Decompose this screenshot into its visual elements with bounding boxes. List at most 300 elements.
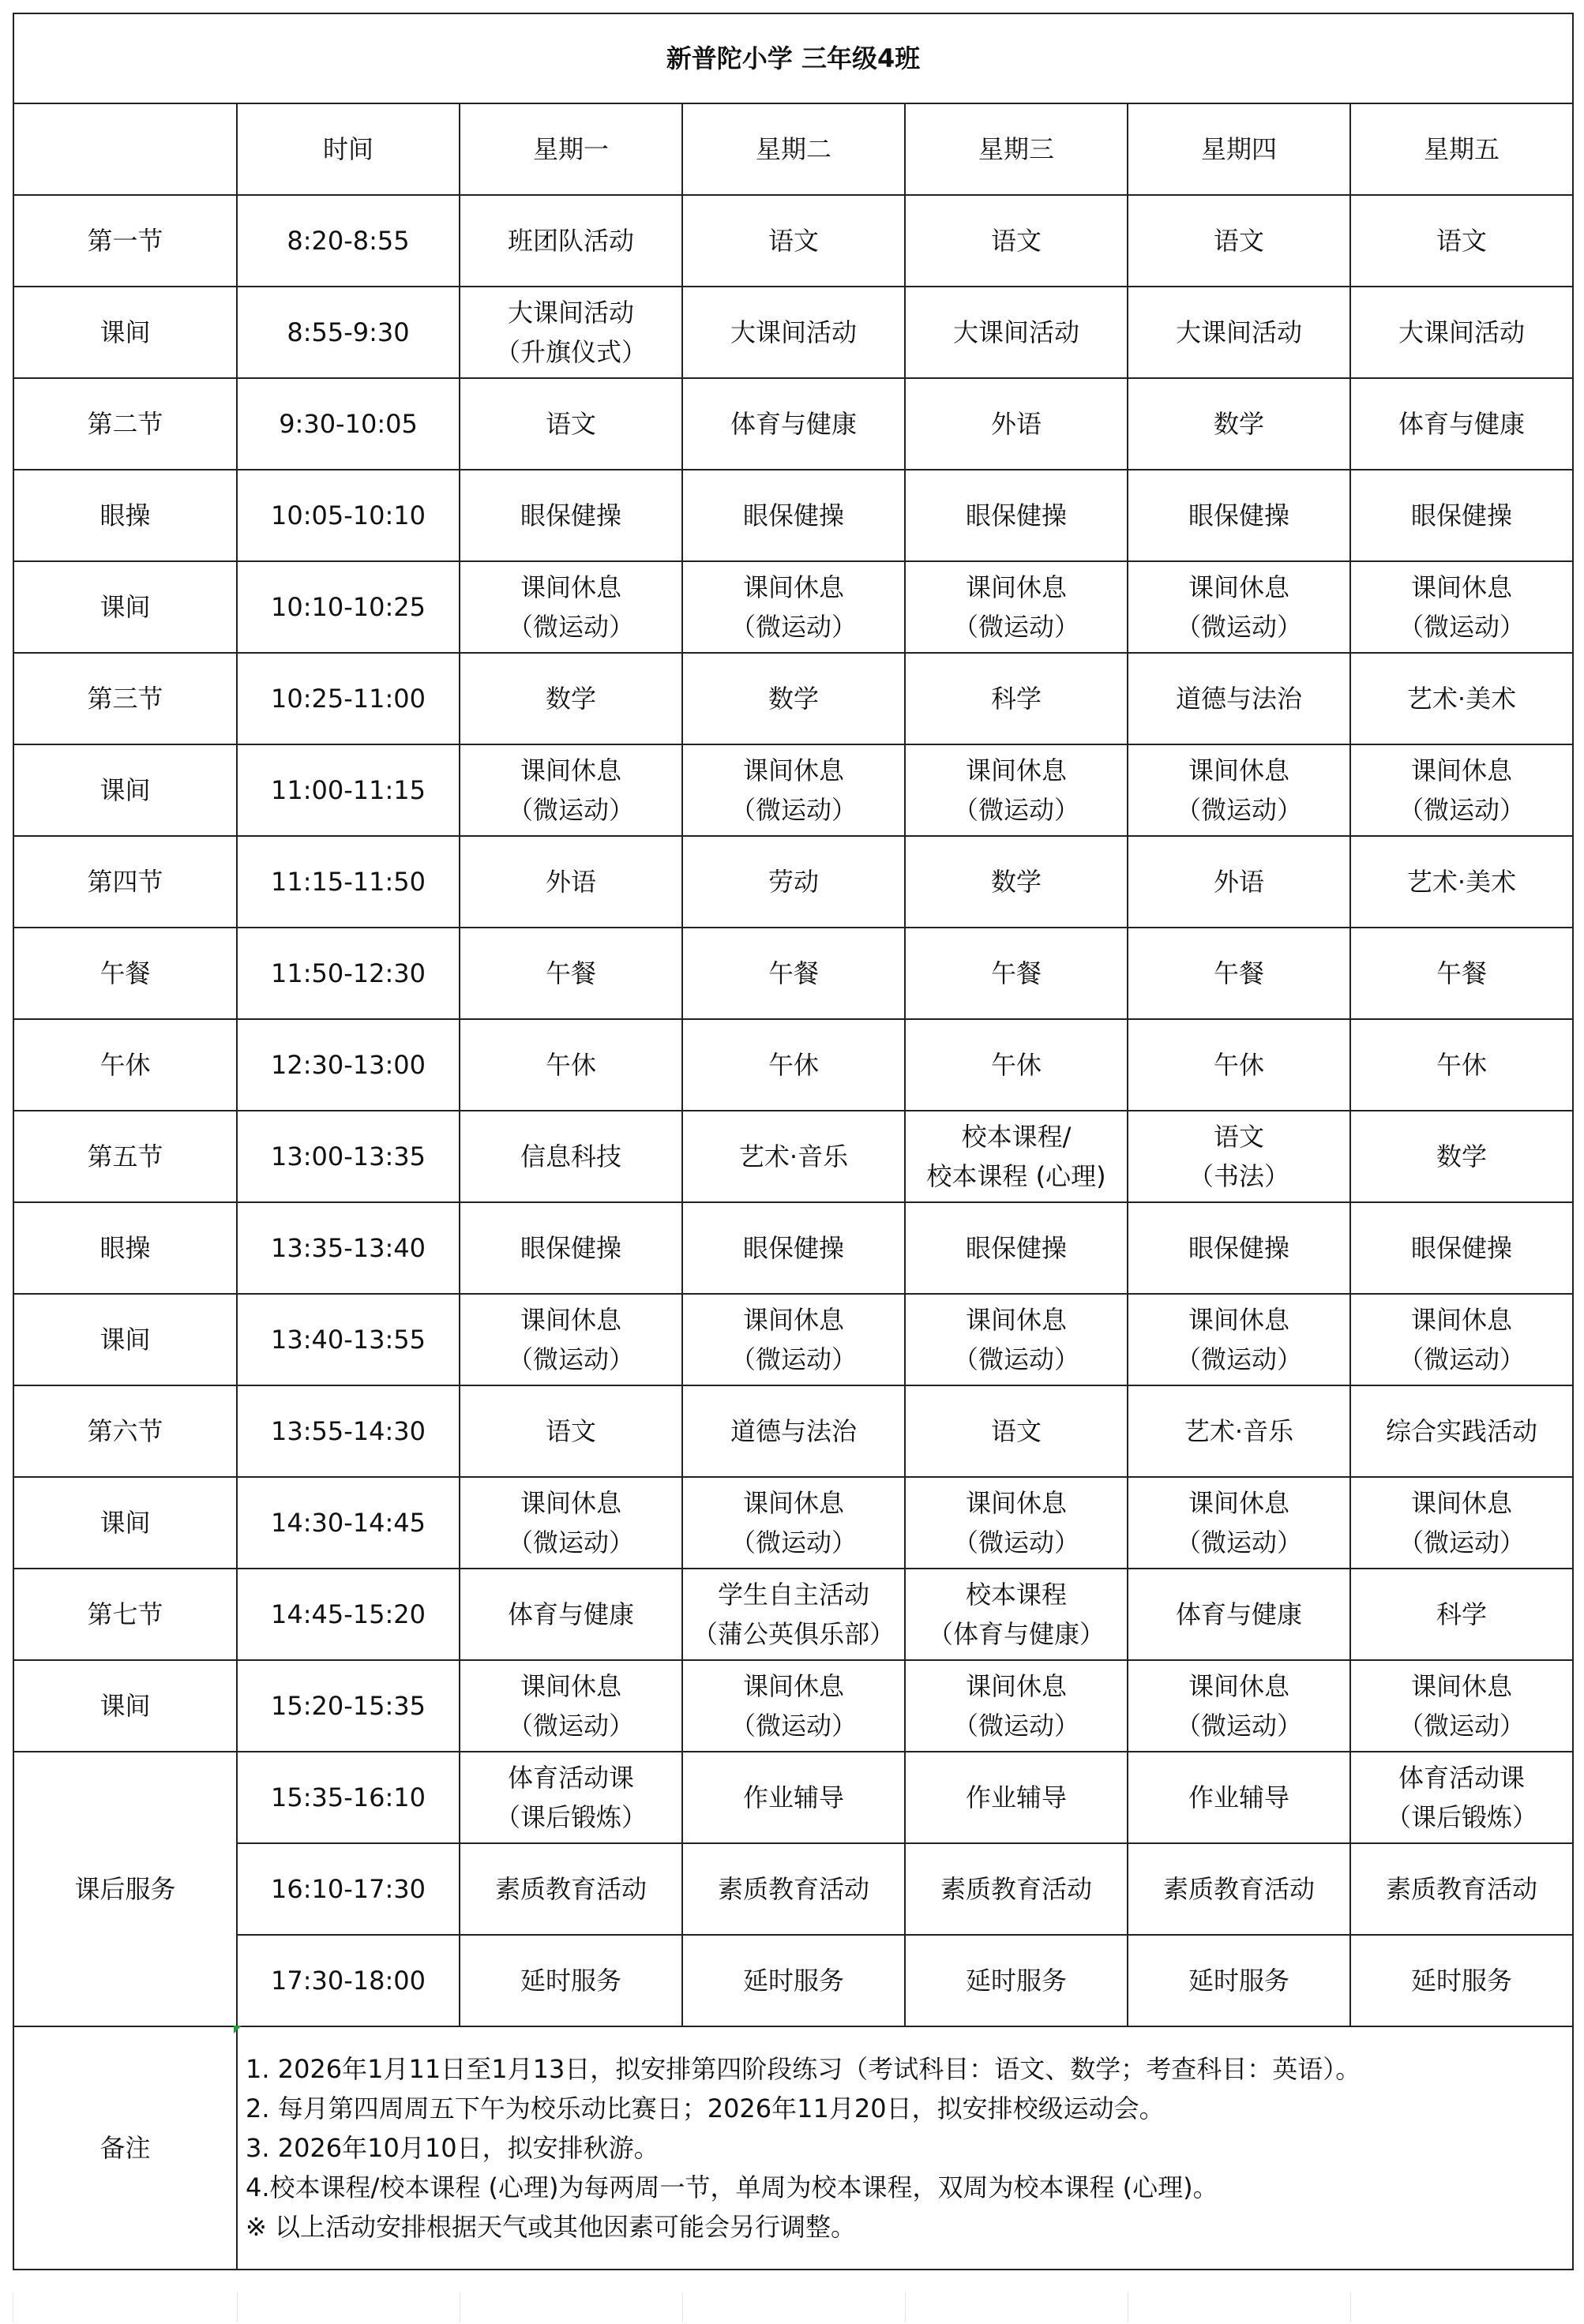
cell-text-line: 大课间活动 <box>1175 317 1302 347</box>
cell-text-line: 艺术·美术 <box>1406 684 1517 714</box>
schedule-cell[interactable] <box>1128 1385 1350 1477</box>
schedule-row <box>13 195 1573 287</box>
cell-text-line: 素质教育活动 <box>717 1874 869 1904</box>
after-school-cell[interactable] <box>682 1752 905 1843</box>
cell-text-line: 午休 <box>1436 1050 1488 1080</box>
schedule-cell[interactable] <box>1350 1111 1573 1202</box>
schedule-cell[interactable] <box>1128 836 1350 928</box>
cell-text-line: （微运动） <box>1175 1527 1302 1557</box>
schedule-cell[interactable] <box>905 1660 1128 1752</box>
cell-text-line: 体育与健康 <box>1175 1599 1302 1629</box>
schedule-cell[interactable] <box>682 928 905 1019</box>
cell-text-line: 艺术·音乐 <box>1184 1416 1294 1446</box>
schedule-cell[interactable] <box>682 836 905 928</box>
cell-text-line: （微运动） <box>952 1711 1079 1741</box>
after-school-row <box>13 1935 1573 2026</box>
cell-text-line: 课间休息 <box>742 1671 844 1701</box>
cell-text-line: （微运动） <box>1175 795 1302 825</box>
title-row <box>13 13 1573 103</box>
schedule-row <box>13 1294 1573 1385</box>
schedule-cell[interactable] <box>682 195 905 287</box>
cell-text-line: 延时服务 <box>742 1966 844 1996</box>
schedule-cell[interactable] <box>1128 1477 1350 1569</box>
gridline <box>905 2292 906 2322</box>
schedule-cell[interactable] <box>905 378 1128 470</box>
period-label[interactable]: 第一节 <box>13 195 237 287</box>
schedule-row <box>13 1111 1573 1202</box>
schedule-cell[interactable] <box>905 1294 1128 1385</box>
schedule-cell[interactable] <box>460 1294 682 1385</box>
cell-text-line: 语文 <box>545 1416 596 1446</box>
cell-text-line: 大课间活动 <box>1398 317 1526 347</box>
schedule-cell[interactable] <box>1128 470 1350 561</box>
after-school-label[interactable]: 课后服务 <box>13 1752 237 2026</box>
schedule-cell[interactable] <box>905 653 1128 744</box>
cell-text-line: （体育与健康） <box>927 1619 1105 1649</box>
schedule-cell[interactable] <box>682 653 905 744</box>
schedule-cell[interactable] <box>460 744 682 836</box>
period-time[interactable]: 13:00-13:35 <box>237 1111 460 1202</box>
cell-text-line: 眼保健操 <box>742 1233 844 1263</box>
cell-text-line: （升旗仪式） <box>494 337 647 367</box>
schedule-cell[interactable] <box>1350 1477 1573 1569</box>
schedule-row <box>13 744 1573 836</box>
header-day-4[interactable]: 星期四 <box>1128 103 1350 195</box>
period-time[interactable]: 10:25-11:00 <box>237 653 460 744</box>
schedule-cell[interactable] <box>460 1569 682 1660</box>
gridline <box>682 2292 683 2322</box>
cell-text-line: （微运动） <box>730 1527 857 1557</box>
schedule-cell[interactable] <box>460 1202 682 1294</box>
schedule-cell[interactable] <box>682 1202 905 1294</box>
period-time[interactable]: 11:50-12:30 <box>237 928 460 1019</box>
cell-text-line: 课间休息 <box>1188 1671 1289 1701</box>
cell-text-line: （微运动） <box>1175 1344 1302 1374</box>
period-label[interactable]: 课间 <box>13 1660 237 1752</box>
cell-text-line: 道德与法治 <box>1175 684 1302 714</box>
period-label[interactable]: 第七节 <box>13 1569 237 1660</box>
period-time[interactable]: 14:45-15:20 <box>237 1569 460 1660</box>
schedule-cell[interactable] <box>1128 744 1350 836</box>
schedule-cell[interactable] <box>460 1660 682 1752</box>
schedule-row <box>13 653 1573 744</box>
cell-text-line: 课间休息 <box>1188 1488 1289 1518</box>
period-label[interactable]: 课间 <box>13 1294 237 1385</box>
after-school-row <box>13 1752 1573 1843</box>
schedule-cell[interactable] <box>905 1202 1128 1294</box>
schedule-cell[interactable] <box>460 470 682 561</box>
cell-text-line: （微运动） <box>1398 795 1526 825</box>
cell-text-line: 课间休息 <box>742 755 844 785</box>
schedule-cell[interactable] <box>1350 928 1573 1019</box>
note-line: 1. 2026年1月11日至1月13日，拟安排第四阶段练习（考试科目：语文、数学；考查科目：英语）。 <box>246 2054 1361 2084</box>
period-label[interactable]: 第二节 <box>13 378 237 470</box>
after-school-cell[interactable] <box>1128 1935 1350 2026</box>
note-line: 2. 每月第四周周五下午为校乐动比赛日；2026年11月20日，拟安排校级运动会。 <box>246 2093 1165 2123</box>
cell-text-line: 作业辅导 <box>742 1782 844 1812</box>
schedule-cell[interactable] <box>460 653 682 744</box>
notes-row <box>13 2026 1573 2270</box>
schedule-cell[interactable] <box>1350 378 1573 470</box>
schedule-cell[interactable] <box>682 378 905 470</box>
cell-text-line: 语文 <box>1436 226 1488 256</box>
cell-text-line: （微运动） <box>507 1711 634 1741</box>
cell-text-line: （微运动） <box>507 795 634 825</box>
cell-text-line: 午休 <box>768 1050 819 1080</box>
schedule-cell[interactable] <box>682 1569 905 1660</box>
note-line: ※ 以上活动安排根据天气或其他因素可能会另行调整。 <box>246 2212 856 2242</box>
schedule-cell[interactable] <box>460 1385 682 1477</box>
cell-text-line: 校本课程 (心理) <box>926 1161 1106 1191</box>
header-day-5[interactable]: 星期五 <box>1350 103 1573 195</box>
schedule-cell[interactable] <box>460 1019 682 1111</box>
cell-text-line: 素质教育活动 <box>1162 1874 1315 1904</box>
schedule-cell[interactable] <box>1128 1202 1350 1294</box>
schedule-cell[interactable] <box>1350 653 1573 744</box>
cell-text-line: （蒲公英俱乐部） <box>692 1619 895 1649</box>
period-time[interactable]: 14:30-14:45 <box>237 1477 460 1569</box>
after-school-cell[interactable] <box>1350 1752 1573 1843</box>
schedule-cell[interactable] <box>905 195 1128 287</box>
cell-text-line: （微运动） <box>730 612 857 642</box>
schedule-cell[interactable] <box>905 1477 1128 1569</box>
cell-text-line: （微运动） <box>730 1711 857 1741</box>
gridline <box>237 2292 238 2322</box>
schedule-cell[interactable] <box>460 928 682 1019</box>
schedule-cell[interactable] <box>1128 928 1350 1019</box>
cell-text-line: 眼保健操 <box>520 1233 621 1263</box>
cell-text-line: 外语 <box>1213 867 1264 897</box>
header-day-2[interactable]: 星期二 <box>682 103 905 195</box>
cell-text-line: 数学 <box>1213 409 1264 439</box>
period-time[interactable]: 8:55-9:30 <box>237 287 460 378</box>
schedule-cell[interactable] <box>682 561 905 653</box>
schedule-row <box>13 1019 1573 1111</box>
period-time[interactable]: 10:05-10:10 <box>237 470 460 561</box>
period-time[interactable]: 15:20-15:35 <box>237 1660 460 1752</box>
after-school-cell[interactable] <box>1128 1752 1350 1843</box>
period-time[interactable]: 10:10-10:25 <box>237 561 460 653</box>
after-school-cell[interactable] <box>1350 1935 1573 2026</box>
cell-text-line: （微运动） <box>1175 1711 1302 1741</box>
empty-grid-rows <box>13 2292 1572 2322</box>
cell-text-line: 数学 <box>545 684 596 714</box>
schedule-cell[interactable] <box>1350 1385 1573 1477</box>
schedule-cell[interactable] <box>905 1385 1128 1477</box>
after-school-time[interactable]: 17:30-18:00 <box>237 1935 460 2026</box>
after-school-cell[interactable] <box>460 1935 682 2026</box>
schedule-cell[interactable] <box>460 1111 682 1202</box>
schedule-cell[interactable] <box>682 1111 905 1202</box>
cell-text-line: 眼保健操 <box>965 1233 1067 1263</box>
cell-text-line: 数学 <box>1436 1141 1488 1171</box>
cell-text-line: 午餐 <box>768 958 819 988</box>
cell-text-line: 课间休息 <box>965 572 1067 602</box>
cell-text-line: 语文 <box>545 409 596 439</box>
cell-text-line: 体育活动课 <box>507 1763 634 1793</box>
period-time[interactable]: 11:00-11:15 <box>237 744 460 836</box>
schedule-cell[interactable] <box>1128 653 1350 744</box>
schedule-cell[interactable] <box>682 1019 905 1111</box>
period-label[interactable]: 第六节 <box>13 1385 237 1477</box>
schedule-cell[interactable] <box>1350 1019 1573 1111</box>
schedule-cell[interactable] <box>1128 1660 1350 1752</box>
schedule-cell[interactable] <box>460 378 682 470</box>
cell-text-line: 眼保健操 <box>1411 1233 1513 1263</box>
cell-text-line: 眼保健操 <box>1411 500 1513 530</box>
schedule-row <box>13 1569 1573 1660</box>
cell-text-line: 课间休息 <box>965 755 1067 785</box>
cell-text-line: 外语 <box>545 867 596 897</box>
cell-text-line: 素质教育活动 <box>940 1874 1092 1904</box>
cell-text-line: 课间休息 <box>520 572 621 602</box>
schedule-cell[interactable] <box>1350 470 1573 561</box>
cell-text-line: 眼保健操 <box>1188 1233 1289 1263</box>
note-line: 4.校本课程/校本课程 (心理)为每两周一节，单周为校本课程，双周为校本课程 (心理)。 <box>246 2172 1218 2202</box>
schedule-cell[interactable] <box>460 561 682 653</box>
after-school-cell[interactable] <box>1350 1843 1573 1935</box>
cell-text-line: 课间休息 <box>1188 755 1289 785</box>
period-label[interactable]: 眼操 <box>13 1202 237 1294</box>
cell-text-line: （微运动） <box>730 795 857 825</box>
cell-text-line: 课间休息 <box>742 1305 844 1335</box>
cell-text-line: 体育活动课 <box>1398 1763 1526 1793</box>
cell-text-line: 学生自主活动 <box>717 1580 869 1610</box>
schedule-cell[interactable] <box>460 287 682 378</box>
cell-text-line: 延时服务 <box>1188 1966 1289 1996</box>
cell-text-line: 艺术·音乐 <box>738 1141 849 1171</box>
cell-text-line: 课间休息 <box>965 1671 1067 1701</box>
schedule-cell[interactable] <box>1350 287 1573 378</box>
cell-text-line: 课间休息 <box>1411 755 1513 785</box>
header-day-3[interactable]: 星期三 <box>905 103 1128 195</box>
schedule-cell[interactable] <box>682 470 905 561</box>
table-title[interactable]: 新普陀小学 三年级4班 <box>13 13 1573 103</box>
schedule-cell[interactable] <box>905 928 1128 1019</box>
schedule-cell[interactable] <box>1128 378 1350 470</box>
cell-text-line: 眼保健操 <box>965 500 1067 530</box>
cell-text-line: 体育与健康 <box>1398 409 1526 439</box>
after-school-time[interactable]: 16:10-17:30 <box>237 1843 460 1935</box>
cell-text-line: 课间休息 <box>520 1488 621 1518</box>
schedule-cell[interactable] <box>1128 195 1350 287</box>
cell-text-line: 大课间活动 <box>507 298 634 328</box>
after-school-cell[interactable] <box>460 1752 682 1843</box>
schedule-cell[interactable] <box>1350 744 1573 836</box>
period-time[interactable]: 8:20-8:55 <box>237 195 460 287</box>
after-school-cell[interactable] <box>905 1843 1128 1935</box>
cell-text-line: （微运动） <box>1175 612 1302 642</box>
period-label[interactable]: 课间 <box>13 1477 237 1569</box>
gridline <box>1350 2292 1351 2322</box>
schedule-cell[interactable] <box>682 1477 905 1569</box>
cell-text-line: 校本课程/ <box>961 1122 1072 1152</box>
cell-text-line: （微运动） <box>952 1527 1079 1557</box>
schedule-cell[interactable] <box>1350 1202 1573 1294</box>
cell-text-line: 课间休息 <box>742 572 844 602</box>
cell-text-line: 素质教育活动 <box>494 1874 647 1904</box>
schedule-cell[interactable] <box>905 1019 1128 1111</box>
cell-text-line: 眼保健操 <box>1188 500 1289 530</box>
header-time[interactable]: 时间 <box>237 103 460 195</box>
cell-text-line: 综合实践活动 <box>1386 1416 1538 1446</box>
schedule-cell[interactable] <box>682 744 905 836</box>
cell-text-line: （课后锻炼） <box>1386 1802 1538 1832</box>
cell-text-line: （微运动） <box>507 1527 634 1557</box>
cell-text-line: 语文 <box>1213 226 1264 256</box>
cell-text-line: 午餐 <box>1213 958 1264 988</box>
period-time[interactable]: 13:40-13:55 <box>237 1294 460 1385</box>
cell-text-line: 眼保健操 <box>742 500 844 530</box>
period-time[interactable]: 13:35-13:40 <box>237 1202 460 1294</box>
schedule-cell[interactable] <box>1350 195 1573 287</box>
period-label[interactable]: 课间 <box>13 287 237 378</box>
cell-text-line: 午休 <box>1213 1050 1264 1080</box>
schedule-cell[interactable] <box>905 836 1128 928</box>
cell-text-line: 大课间活动 <box>952 317 1079 347</box>
schedule-row <box>13 1477 1573 1569</box>
cell-text-line: 课间休息 <box>1411 1488 1513 1518</box>
cell-text-line: （微运动） <box>952 1344 1079 1374</box>
cell-text-line: （课后锻炼） <box>494 1802 647 1832</box>
schedule-cell[interactable] <box>1350 1294 1573 1385</box>
schedule-row <box>13 1385 1573 1477</box>
schedule-row <box>13 1202 1573 1294</box>
after-school-cell[interactable] <box>682 1935 905 2026</box>
cell-text-line: 延时服务 <box>1411 1966 1513 1996</box>
schedule-cell[interactable] <box>682 1294 905 1385</box>
period-label[interactable]: 课间 <box>13 561 237 653</box>
schedule-cell[interactable] <box>682 287 905 378</box>
cell-text-line: （微运动） <box>507 1344 634 1374</box>
cell-text-line: （微运动） <box>730 1344 857 1374</box>
cell-text-line: 课间休息 <box>520 1305 621 1335</box>
period-label[interactable]: 午餐 <box>13 928 237 1019</box>
cell-text-line: （微运动） <box>1398 1527 1526 1557</box>
cell-text-line: 语文 <box>990 1416 1042 1446</box>
cell-text-line: （微运动） <box>1398 1344 1526 1374</box>
period-time[interactable]: 11:15-11:50 <box>237 836 460 928</box>
schedule-row <box>13 1660 1573 1752</box>
schedule-row <box>13 287 1573 378</box>
schedule-cell[interactable] <box>905 287 1128 378</box>
after-school-cell[interactable] <box>682 1843 905 1935</box>
schedule-row <box>13 561 1573 653</box>
cell-text-line: 体育与健康 <box>730 409 857 439</box>
cell-text-line: 劳动 <box>768 867 819 897</box>
schedule-cell[interactable] <box>1128 1569 1350 1660</box>
schedule-cell[interactable] <box>1350 836 1573 928</box>
cell-text-line: 信息科技 <box>520 1141 621 1171</box>
timetable <box>13 13 1574 2270</box>
cell-text-line: 课间休息 <box>965 1488 1067 1518</box>
cell-text-line: 科学 <box>1436 1599 1488 1629</box>
cell-text-line: 课间休息 <box>1188 1305 1289 1335</box>
cell-text-line: （微运动） <box>952 795 1079 825</box>
cell-text-line: 作业辅导 <box>1188 1782 1289 1812</box>
schedule-cell[interactable] <box>460 195 682 287</box>
cell-text-line: 科学 <box>990 684 1042 714</box>
cell-selection-marker <box>234 2026 242 2034</box>
after-school-cell[interactable] <box>1128 1843 1350 1935</box>
period-time[interactable]: 9:30-10:05 <box>237 378 460 470</box>
period-label[interactable]: 第五节 <box>13 1111 237 1202</box>
schedule-cell[interactable] <box>460 836 682 928</box>
schedule-cell[interactable] <box>1350 1660 1573 1752</box>
notes-content[interactable] <box>237 2026 1573 2270</box>
period-time[interactable]: 12:30-13:00 <box>237 1019 460 1111</box>
period-label[interactable]: 第三节 <box>13 653 237 744</box>
schedule-cell[interactable] <box>905 744 1128 836</box>
schedule-cell[interactable] <box>682 1660 905 1752</box>
schedule-cell[interactable] <box>460 1477 682 1569</box>
cell-text-line: 校本课程 <box>965 1580 1067 1610</box>
cell-text-line: （微运动） <box>1398 612 1526 642</box>
schedule-cell[interactable] <box>1128 1019 1350 1111</box>
cell-text-line: 道德与法治 <box>730 1416 857 1446</box>
cell-text-line: 午餐 <box>1436 958 1488 988</box>
period-time[interactable]: 13:55-14:30 <box>237 1385 460 1477</box>
cell-text-line: 大课间活动 <box>730 317 857 347</box>
schedule-row <box>13 928 1573 1019</box>
cell-text-line: 课间休息 <box>1411 1305 1513 1335</box>
schedule-cell[interactable] <box>1128 1111 1350 1202</box>
cell-text-line: （书法） <box>1188 1161 1289 1191</box>
schedule-cell[interactable] <box>1350 1569 1573 1660</box>
cell-text-line: 作业辅导 <box>965 1782 1067 1812</box>
header-row <box>13 103 1573 195</box>
schedule-cell[interactable] <box>905 470 1128 561</box>
cell-text-line: 课间休息 <box>520 1671 621 1701</box>
period-label[interactable]: 第四节 <box>13 836 237 928</box>
schedule-cell[interactable] <box>682 1385 905 1477</box>
cell-text-line: （微运动） <box>507 612 634 642</box>
period-label[interactable]: 眼操 <box>13 470 237 561</box>
note-line: 3. 2026年10月10日，拟安排秋游。 <box>246 2133 659 2163</box>
period-label[interactable]: 课间 <box>13 744 237 836</box>
header-day-1[interactable]: 星期一 <box>460 103 682 195</box>
after-school-cell[interactable] <box>460 1843 682 1935</box>
cell-text-line: 艺术·美术 <box>1406 867 1517 897</box>
notes-label[interactable]: 备注 <box>13 2026 237 2270</box>
after-school-cell[interactable] <box>905 1935 1128 2026</box>
schedule-cell[interactable] <box>1128 1294 1350 1385</box>
period-label[interactable]: 午休 <box>13 1019 237 1111</box>
cell-text-line: 延时服务 <box>965 1966 1067 1996</box>
schedule-cell[interactable] <box>1128 287 1350 378</box>
after-school-cell[interactable] <box>905 1752 1128 1843</box>
cell-text-line: 体育与健康 <box>507 1599 634 1629</box>
cell-text-line: 课间休息 <box>742 1488 844 1518</box>
schedule-row <box>13 470 1573 561</box>
schedule-row <box>13 378 1573 470</box>
schedule-cell[interactable] <box>905 1111 1128 1202</box>
schedule-cell[interactable] <box>905 561 1128 653</box>
cell-text-line: 语文 <box>990 226 1042 256</box>
cell-text-line: 课间休息 <box>965 1305 1067 1335</box>
schedule-cell[interactable] <box>905 1569 1128 1660</box>
cell-text-line: 外语 <box>990 409 1042 439</box>
cell-text-line: 午休 <box>990 1050 1042 1080</box>
cell-text-line: 语文 <box>768 226 819 256</box>
cell-text-line: 午餐 <box>990 958 1042 988</box>
schedule-cell[interactable] <box>1128 561 1350 653</box>
cell-text-line: 课间休息 <box>520 755 621 785</box>
cell-text-line: 数学 <box>768 684 819 714</box>
schedule-cell[interactable] <box>1350 561 1573 653</box>
header-corner-cell[interactable] <box>13 103 237 195</box>
after-school-time[interactable]: 15:35-16:10 <box>237 1752 460 1843</box>
